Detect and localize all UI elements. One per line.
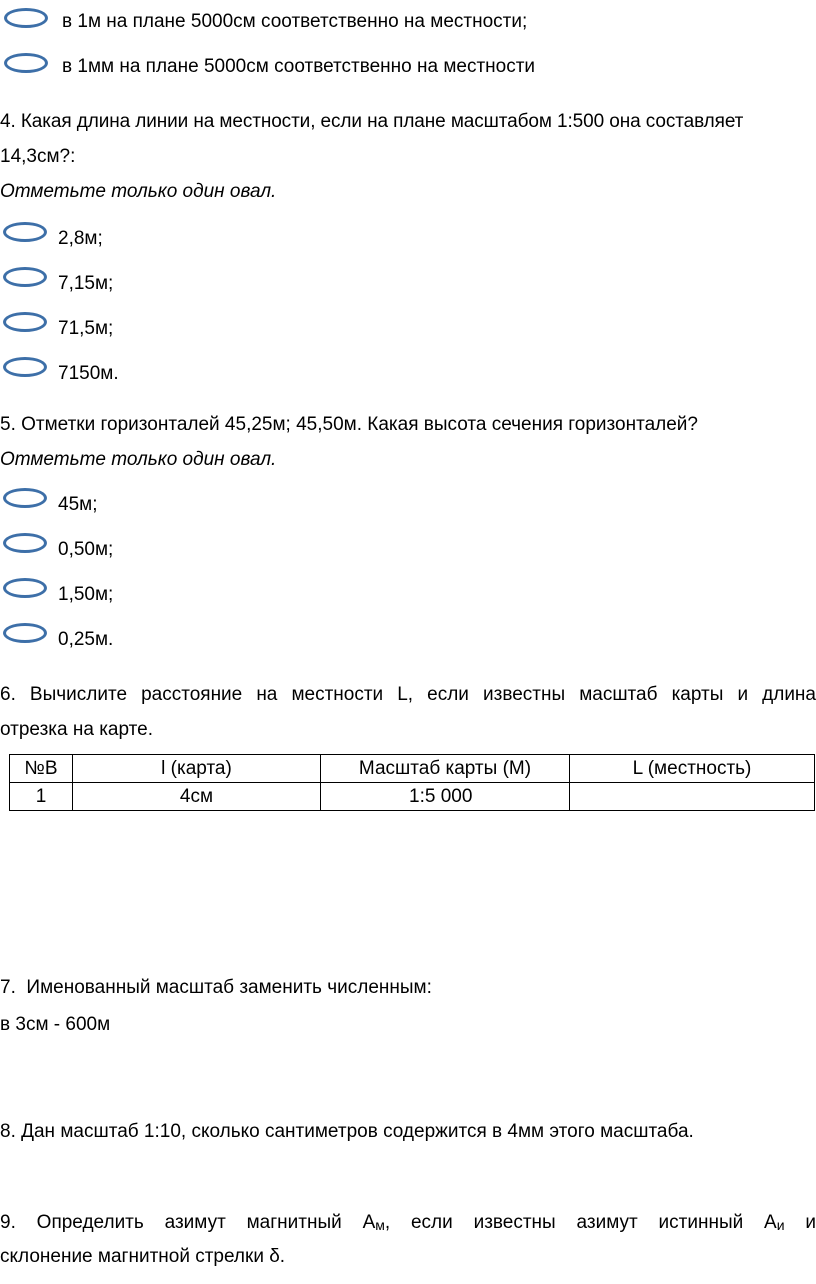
- table-header-cell: Масштаб карты (М): [321, 755, 570, 783]
- q5-option-3-label: 1,50м;: [58, 584, 114, 605]
- q9-text-line1: [0, 1212, 816, 1234]
- q5-option-1-label: 45м;: [58, 494, 98, 515]
- q5-option-4-label: 0,25м.: [58, 629, 114, 650]
- q4-option-4-label: 7150м.: [58, 363, 119, 384]
- q7-question: Именованный масштаб заменить численным:: [26, 977, 432, 998]
- table-header-row: [10, 755, 815, 783]
- q7-line2: в 3см - 600м: [0, 1014, 111, 1035]
- q6-text-line2: отрезка на карте.: [0, 719, 153, 740]
- q9-text-mid: , если известны азимут истинный А: [384, 1212, 777, 1233]
- q9-line2: склонение магнитной стрелки δ.: [0, 1246, 286, 1267]
- radio-oval-q5-opt2[interactable]: [3, 533, 47, 553]
- radio-oval-q5-opt3[interactable]: [3, 578, 47, 598]
- q4-text-line1: 4. Какая длина линии на местности, если на плане масштабом 1:500 она составляет: [0, 111, 744, 132]
- q6-text-line1: 6. Вычислите расстояние на местности L, если известны масштаб карты и длина: [0, 684, 816, 705]
- q9-sub-i: и: [776, 1217, 785, 1233]
- radio-oval-q4-opt4[interactable]: [3, 357, 47, 377]
- q5-text: 5. Отметки горизонталей 45,25м; 45,50м. Какая высота сечения горизонталей?: [0, 414, 698, 435]
- table-cell: 1: [10, 783, 73, 811]
- radio-oval-q5-opt4[interactable]: [3, 623, 47, 643]
- q4-option-2-label: 7,15м;: [58, 273, 114, 294]
- q9-text-start: 9. Определить азимут магнитный А: [0, 1212, 376, 1233]
- q7-number: 7.: [0, 977, 16, 998]
- q3-option-1-label: в 1м на плане 5000см соответственно на местности;: [62, 11, 528, 32]
- q4-option-3-label: 71,5м;: [58, 318, 114, 339]
- q7-text: [0, 977, 432, 999]
- scale-table: [9, 754, 815, 811]
- table-header-cell: l (карта): [73, 755, 321, 783]
- table-header-cell: №В: [10, 755, 73, 783]
- radio-oval-q5-opt1[interactable]: [3, 488, 47, 508]
- radio-oval-q3-opt2[interactable]: [4, 53, 48, 73]
- q3-option-2-label: в 1мм на плане 5000см соответственно на местности: [62, 56, 536, 77]
- table-header-cell: L (местность): [570, 755, 815, 783]
- radio-oval-q4-opt3[interactable]: [3, 312, 47, 332]
- radio-oval-q4-opt1[interactable]: [3, 222, 47, 242]
- q9-sub-m: м: [375, 1217, 385, 1233]
- q5-instruction: Отметьте только один овал.: [0, 449, 277, 470]
- table-cell-answer[interactable]: [570, 783, 815, 811]
- table-row: [10, 783, 815, 811]
- q4-instruction: Отметьте только один овал.: [0, 181, 277, 202]
- q5-option-2-label: 0,50м;: [58, 539, 114, 560]
- q4-text-line2: 14,3см?:: [0, 146, 76, 167]
- table-cell: 1:5 000: [321, 783, 570, 811]
- table-cell: 4см: [73, 783, 321, 811]
- q9-text-end: и: [805, 1212, 816, 1233]
- q4-option-1-label: 2,8м;: [58, 228, 103, 249]
- radio-oval-q4-opt2[interactable]: [3, 267, 47, 287]
- q8-text: 8. Дан масштаб 1:10, сколько сантиметров содержится в 4мм этого масштаба.: [0, 1121, 694, 1142]
- radio-oval-q3-opt1[interactable]: [4, 8, 48, 28]
